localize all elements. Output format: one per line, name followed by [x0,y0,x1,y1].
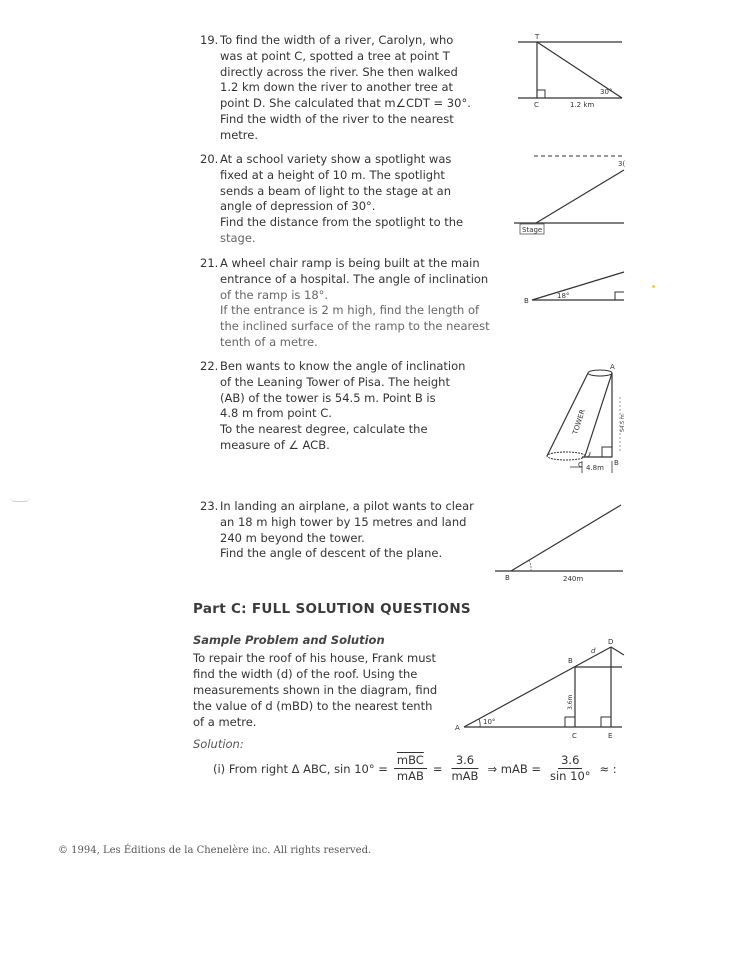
sample-text-line: measurements shown in the diagram, find [193,683,438,697]
question-text-line: A wheel chair ramp is being built at the main [220,256,480,270]
label-angle: 3( [618,160,626,168]
question-text-line: angle of depression of 30°. [220,199,376,214]
question-text-line: stage. [220,230,256,245]
sample-text-line: To repair the roof of his house, Frank must [193,651,437,665]
yellow-speck [652,285,655,288]
ramp-diagram [520,265,630,310]
sample-problem-text [193,650,463,730]
question-text-line: Find the angle of descent of the plane. [220,546,443,561]
fraction-3 [547,753,594,784]
label-c: C [578,461,583,469]
question-text-line: (AB) of the tower is 54.5 m. Point B is [220,390,436,405]
solution-equation [213,753,617,784]
label-b: B [505,574,510,582]
label-b: B [614,459,619,467]
question-text-line: To find the width of a river, Carolyn, who [220,33,454,47]
question-23 [200,499,500,562]
question-text-line: Ben wants to know the angle of inclination [220,359,466,373]
question-text-line: 1.2 km down the river to another tree at [220,80,454,95]
question-text-line: 240 m beyond the tower. [220,530,365,545]
question-text-line: tenth of a metre. [220,334,318,349]
fraction-1 [394,753,427,784]
equals-sign: = [432,761,443,776]
sample-title: Sample Problem and Solution [193,633,385,647]
fraction-denominator: sin 10° [550,769,591,783]
question-number: 21. [200,256,219,270]
question-text-line: metre. [220,127,258,142]
question-text-line: was at point C, spotted a tree at point T [220,48,450,63]
label-angle: 10° [483,718,496,726]
label-a: A [610,363,615,371]
label-c: C [572,732,577,740]
label-width-d: d [591,647,596,655]
question-text-line: 4.8 m from point C. [220,406,332,421]
label-height: 54.5 m [620,414,626,432]
label-height: 3.6m [567,694,574,710]
question-number: 19. [200,33,219,47]
label-tower: TOWER [571,408,587,436]
question-number: 22. [200,359,219,373]
question-text-line: At a school variety show a spotlight was [220,152,452,166]
question-22 [200,359,500,454]
fraction-numerator: $\overline{mBC}$ [394,753,427,769]
fraction-numerator: 3.6 [558,753,582,769]
question-text-line: In landing an airplane, a pilot wants to clear [220,499,474,513]
question-text-line: point D. She calculated that m∠CDT = 30°. [220,96,471,111]
fraction-denominator: mAB [396,769,424,783]
tower-diagram [530,357,640,479]
scan-artifact [10,497,30,502]
question-text-line: directly across the river. She then walked [220,64,458,79]
fraction-numerator: 3.6 [453,753,477,769]
river-diagram [510,30,630,110]
question-text-line: measure of ∠ ACB. [220,437,330,452]
label-a: A [455,724,460,732]
question-text-line: To the nearest degree, calculate the [220,422,428,437]
fraction-denominator: mAB [451,769,479,783]
sample-text-line: find the width (d) of the roof. Using the [193,667,418,681]
airplane-diagram [493,500,628,585]
question-20 [200,152,500,247]
spotlight-diagram [512,150,632,235]
fraction-2 [448,753,481,784]
question-text-line: sends a beam of light to the stage at an [220,183,452,198]
label-distance: 240m [563,575,584,583]
label-c: C [534,101,539,109]
question-text-line: an 18 m high tower by 15 metres and land [220,514,467,529]
question-text-line: If the entrance is 2 m high, find the length of [220,303,480,318]
sample-text-line: the value of d (mBD) to the nearest tenth [193,699,433,713]
label-b: B [524,297,529,305]
question-text-line: fixed at a height of 10 m. The spotlight [220,167,445,182]
label-stage: Stage [522,226,543,234]
question-text-line: Find the width of the river to the nearest [220,111,454,126]
label-angle: 30° [600,88,613,96]
question-text-line: of the ramp is 18°. [220,287,329,302]
question-number: 20. [200,152,219,166]
label-distance: 4.8m [586,464,604,472]
section-heading: Part C: FULL SOLUTION QUESTIONS [193,601,471,617]
question-19 [200,33,500,144]
question-text-line: of the Leaning Tower of Pisa. The height [220,374,450,389]
question-text-line: the inclined surface of the ramp to the nearest [220,319,490,334]
question-text-line: entrance of a hospital. The angle of inclination [220,271,489,286]
question-21 [200,256,500,351]
label-distance: 1.2 km [570,101,595,109]
question-text-line: Find the distance from the spotlight to the [220,215,464,230]
implies-text: ⇒ mAB = [487,761,541,776]
copyright-footer: © 1994, Les Éditions de la Chenelère inc. All rights reserved. [58,845,372,856]
label-d: D [608,638,614,646]
question-number: 23. [200,499,219,513]
label-angle: 18° [557,292,570,300]
label-b: B [568,657,573,665]
sample-text-line: of a metre. [193,715,257,729]
label-e: E [608,732,613,740]
solution-label: Solution: [193,737,244,751]
equation-prefix: (i) From right Δ ABC, sin 10° = [213,761,388,776]
roof-diagram [450,630,650,740]
equation-tail: ≈ : [599,761,617,776]
label-t: T [535,33,540,41]
